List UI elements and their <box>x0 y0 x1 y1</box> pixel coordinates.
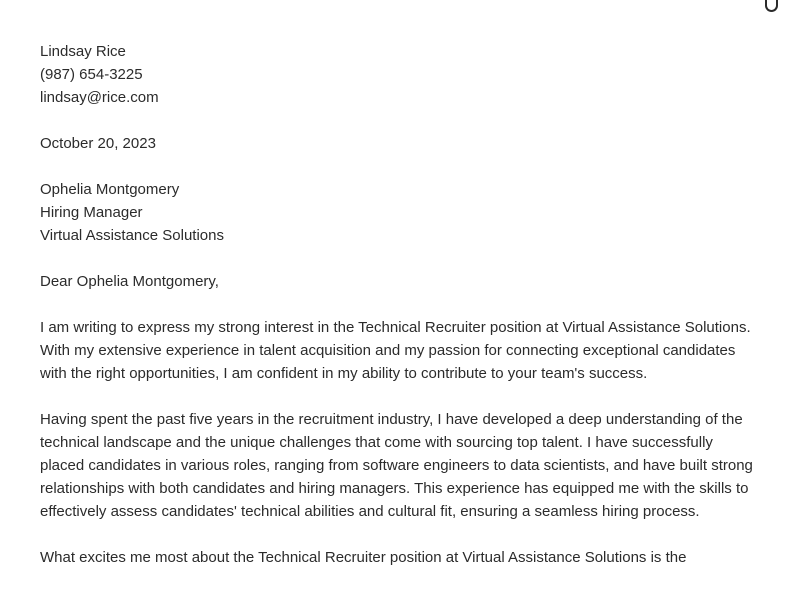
recipient-title: Hiring Manager <box>40 204 143 221</box>
cover-letter <box>40 40 760 569</box>
sender-phone: (987) 654-3225 <box>40 66 143 83</box>
recipient-name: Ophelia Montgomery <box>40 181 180 198</box>
paperclip-icon[interactable] <box>765 0 778 12</box>
spacer <box>40 385 760 408</box>
sender-email: lindsay@rice.com <box>40 89 159 106</box>
salutation: Dear Ophelia Montgomery, <box>40 273 219 290</box>
spacer <box>40 155 760 178</box>
body-paragraph-3: What excites me most about the Technical Recruiter position at Virtual Assistance Solutions is the <box>40 549 687 566</box>
sender-name: Lindsay Rice <box>40 43 126 60</box>
spacer <box>40 109 760 132</box>
letter-date: October 20, 2023 <box>40 135 156 152</box>
recipient-company: Virtual Assistance Solutions <box>40 227 224 244</box>
spacer <box>40 247 760 270</box>
spacer <box>40 293 760 316</box>
spacer <box>40 523 760 546</box>
body-paragraph-2: Having spent the past five years in the recruitment industry, I have developed a deep understanding of the technical landscape and the unique challenges that come with sourcing top talent. I have successfully placed candidates in various roles, ranging from software engineers to data scientists, and have built strong relationships with both candidates and hiring managers. This experience has equipped me with the skills to effectively assess candidates' technical abilities and cultural fit, ensuring a seamless hiring process. <box>40 411 753 520</box>
body-paragraph-1: I am writing to express my strong interest in the Technical Recruiter position at Virtual Assistance Solutions. With my extensive experience in talent acquisition and my passion for connecting exceptional candidates with the right opportunities, I am confident in my ability to contribute to your team's success. <box>40 319 751 382</box>
